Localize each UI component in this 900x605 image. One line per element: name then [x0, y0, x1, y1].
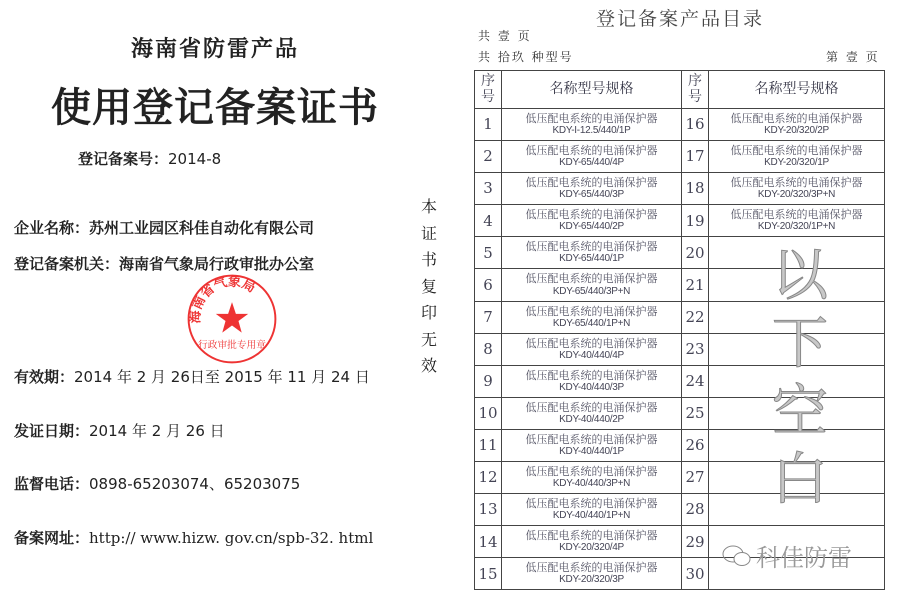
svg-text:行政审批专用章: 行政审批专用章: [198, 340, 266, 352]
row-product: [502, 269, 682, 301]
table-row: [475, 205, 885, 237]
row-seq: 12: [475, 462, 502, 494]
product-name: 低压配电系统的电涌保护器: [525, 561, 658, 575]
validity-value: 2014 年 2 月 26日至 2015 年 11 月 24 日: [74, 368, 370, 386]
copy-notice-char: 本: [420, 197, 437, 216]
product-name: 低压配电系统的电涌保护器: [730, 176, 863, 190]
svg-text:海南省气象局: 海南省气象局: [188, 274, 258, 324]
company-label: 企业名称：: [14, 219, 90, 237]
product-name: 低压配电系统的电涌保护器: [525, 336, 658, 350]
product-name: 低压配电系统的电涌保护器: [525, 432, 658, 446]
product-name: 低压配电系统的电涌保护器: [525, 240, 658, 254]
row-seq: 28: [682, 494, 709, 526]
row-product: [502, 109, 682, 141]
row-product: [709, 141, 885, 173]
row-seq: 18: [682, 173, 709, 205]
url-value: http:// www.hizw. gov.cn/spb-32. html: [89, 529, 374, 547]
product-name: 低压配电系统的电涌保护器: [525, 304, 658, 318]
row-product: [502, 429, 682, 461]
row-seq: 14: [475, 526, 502, 558]
header-name: 名称型号规格: [502, 71, 682, 109]
url-field: [14, 527, 373, 548]
row-product: [709, 109, 885, 141]
reg-no-value: 2014-8: [168, 150, 222, 168]
copy-invalid-notice: [419, 194, 439, 380]
row-product: [502, 526, 682, 558]
product-model: KDY-65/440/3P+N: [552, 285, 631, 297]
url-label: 备案网址：: [14, 529, 90, 547]
certificate-title: 使用登记备案证书: [51, 85, 379, 131]
product-model: KDY-40/440/2P: [559, 413, 624, 425]
row-seq: 9: [475, 365, 502, 397]
reg-no-label: 登记备案号：: [78, 150, 169, 168]
issue-date-field: [14, 420, 225, 441]
row-seq: 23: [682, 333, 709, 365]
row-product: [709, 173, 885, 205]
product-name: 低压配电系统的电涌保护器: [525, 208, 658, 222]
row-product: [502, 333, 682, 365]
reg-no-field: [78, 148, 221, 169]
authority-field: [14, 253, 314, 274]
wechat-icon: [722, 544, 752, 568]
page-number: 第 壹 页: [826, 50, 880, 64]
star-icon: [216, 302, 248, 332]
row-product: [502, 494, 682, 526]
product-name: 低压配电系统的电涌保护器: [525, 529, 658, 543]
product-model: KDY-20/320/2P: [764, 125, 829, 137]
row-seq: 16: [682, 109, 709, 141]
row-product: [709, 205, 885, 237]
row-product: [502, 365, 682, 397]
copy-notice-char: 效: [420, 356, 437, 375]
table-row: [475, 141, 885, 173]
copy-notice-char: 印: [420, 303, 437, 322]
row-seq: 7: [475, 301, 502, 333]
product-name: 低压配电系统的电涌保护器: [730, 208, 863, 222]
certificate-subtitle: 海南省防雷产品: [130, 37, 299, 62]
product-model: KDY-65/440/1P+N: [552, 317, 631, 329]
product-name: 低压配电系统的电涌保护器: [525, 465, 658, 479]
row-seq: 15: [475, 558, 502, 590]
header-seq: 序号: [682, 71, 709, 109]
product-name: 低压配电系统的电涌保护器: [525, 112, 658, 125]
row-seq: 5: [475, 237, 502, 269]
product-model: KDY-20/320/3P+N: [757, 189, 836, 201]
product-name: 低压配电系统的电涌保护器: [525, 144, 658, 158]
product-model: KDY-40/440/4P: [559, 349, 624, 361]
row-product: [502, 141, 682, 173]
row-seq: 11: [475, 429, 502, 461]
copy-notice-char: 证: [420, 223, 437, 243]
product-model: KDY-65/440/2P: [559, 221, 624, 233]
product-model: KDY-20/320/4P: [559, 542, 624, 554]
row-seq: 4: [475, 205, 502, 237]
row-seq: 13: [475, 494, 502, 526]
copy-notice-char: 无: [420, 329, 437, 349]
validity-field: [14, 366, 370, 387]
total-models: 共 拾玖 种型号: [478, 50, 574, 64]
authority-label: 登记备案机关：: [14, 255, 120, 273]
product-model: KDY-65/440/1P: [559, 253, 624, 265]
row-product: [502, 173, 682, 205]
row-product: [502, 397, 682, 429]
row-product: [502, 558, 682, 590]
table-row: [475, 109, 885, 141]
row-seq: 19: [682, 205, 709, 237]
issue-date-label: 发证日期：: [14, 422, 90, 440]
copy-notice-char: 复: [420, 276, 437, 296]
product-name: 低压配电系统的电涌保护器: [525, 368, 658, 382]
row-seq: 1: [475, 109, 502, 141]
company-value: 苏州工业园区科佳自动化有限公司: [89, 219, 315, 237]
row-seq: 24: [682, 365, 709, 397]
product-model: KDY-65/440/3P: [559, 189, 624, 201]
header-seq: 序号: [475, 71, 502, 109]
product-model: KDY-20/320/3P: [559, 574, 624, 586]
company-field: [14, 217, 314, 238]
brand-watermark: [722, 538, 852, 573]
row-seq: 17: [682, 141, 709, 173]
product-model: KDY-I-12.5/440/1P: [552, 125, 631, 137]
row-product: [502, 205, 682, 237]
row-seq: 20: [682, 237, 709, 269]
product-model: KDY-20/320/1P+N: [757, 221, 836, 233]
validity-label: 有效期：: [14, 368, 75, 386]
product-name: 低压配电系统的电涌保护器: [525, 400, 658, 414]
row-seq: 21: [682, 269, 709, 301]
official-stamp: [186, 273, 278, 365]
row-seq: 2: [475, 141, 502, 173]
phone-value: 0898-65203074、65203075: [89, 475, 301, 493]
product-name: 低压配电系统的电涌保护器: [525, 272, 658, 286]
product-model: KDY-40/440/3P+N: [552, 478, 631, 490]
row-seq: 25: [682, 397, 709, 429]
phone-label: 监督电话：: [14, 475, 90, 493]
product-model: KDY-40/440/1P: [559, 446, 624, 458]
row-product: [502, 301, 682, 333]
row-seq: 29: [682, 526, 709, 558]
blank-below-mark: 以下空白: [763, 245, 828, 517]
brand-name: 科佳防雷: [756, 544, 852, 572]
product-model: KDY-40/440/1P+N: [552, 510, 631, 522]
product-model: KDY-40/440/3P: [559, 381, 624, 393]
row-seq: 6: [475, 269, 502, 301]
row-seq: 27: [682, 462, 709, 494]
row-seq: 26: [682, 429, 709, 461]
row-seq: 30: [682, 558, 709, 590]
copy-notice-char: 书: [420, 250, 437, 269]
phone-field: [14, 473, 300, 494]
authority-value: 海南省气象局行政审批办公室: [119, 255, 315, 273]
product-name: 低压配电系统的电涌保护器: [730, 112, 863, 125]
table-header: [475, 71, 885, 109]
row-product: [502, 462, 682, 494]
table-row: [475, 173, 885, 205]
row-seq: 22: [682, 301, 709, 333]
product-name: 低压配电系统的电涌保护器: [525, 176, 658, 190]
product-model: KDY-65/440/4P: [559, 157, 624, 169]
header-name: 名称型号规格: [709, 71, 885, 109]
product-model: KDY-20/320/1P: [764, 157, 829, 169]
product-name: 低压配电系统的电涌保护器: [525, 497, 658, 511]
total-pages: 共 壹 页: [478, 29, 532, 43]
row-seq: 8: [475, 333, 502, 365]
row-seq: 10: [475, 397, 502, 429]
row-seq: 3: [475, 173, 502, 205]
product-name: 低压配电系统的电涌保护器: [730, 144, 863, 158]
issue-date-value: 2014 年 2 月 26 日: [89, 422, 225, 440]
row-product: [502, 237, 682, 269]
catalog-title: 登记备案产品目录: [595, 8, 764, 30]
